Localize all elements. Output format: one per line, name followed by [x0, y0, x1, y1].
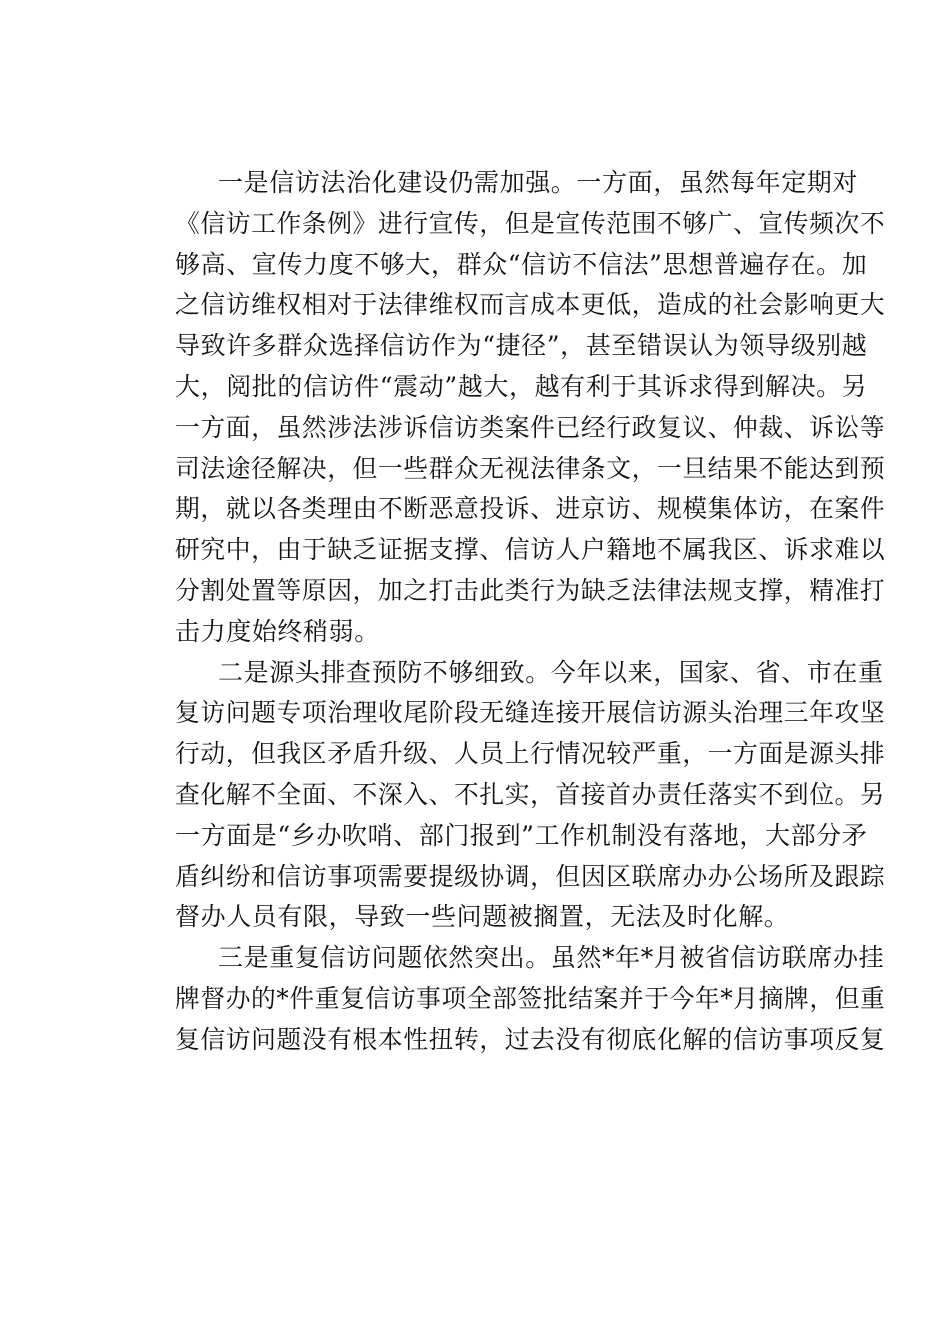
text-line: 盾纠纷和信访事项需要提级协调，但因区联席办办公场所及跟踪 [175, 861, 886, 891]
document-body [132, 163, 886, 1061]
text-line: 一是信访法治化建设仍需加强。一方面，虽然每年定期对 [218, 168, 859, 197]
text-line: 研究中，由于缺乏证据支撑、信访人户籍地不属我区、诉求难以 [175, 535, 886, 565]
paragraph [132, 163, 886, 653]
text-line: 司法途径解决，但一些群众无视法律条文，一旦结果不能达到预 [175, 453, 886, 483]
text-line: 《信访工作条例》进行宣传，但是宣传范围不够广、宣传频次不 [175, 208, 886, 238]
text-line: 一方面是“乡办吹哨、部门报到”工作机制没有落地，大部分矛 [175, 820, 868, 850]
text-line: 期，就以各类理由不断恶意投诉、进京访、规模集体访，在案件 [175, 494, 886, 524]
text-line: 查化解不全面、不深入、不扎实，首接首办责任落实不到位。另 [175, 779, 886, 809]
text-line: 之信访维权相对于法律维权而言成本更低，造成的社会影响更大 [175, 290, 886, 320]
text-line: 大，阅批的信访件“震动”越大，越有利于其诉求得到解决。另 [175, 371, 868, 401]
text-line: 督办人员有限，导致一些问题被搁置，无法及时化解。 [175, 902, 790, 932]
text-line: 导致许多群众选择信访作为“捷径”，甚至错误认为领导级别越 [175, 331, 868, 361]
text-line: 三是重复信访问题依然突出。虽然*年*月被省信访联席办挂 [218, 943, 885, 973]
text-line: 牌督办的*件重复信访事项全部签批结案并于今年*月摘牌，但重 [175, 983, 886, 1013]
text-line: 够高、宣传力度不够大，群众“信访不信法”思想普遍存在。加 [175, 249, 868, 279]
text-line: 分割处置等原因，加之打击此类行为缺乏法律法规支撑，精准打 [175, 575, 886, 605]
text-line: 二是源头排查预防不够细致。今年以来，国家、省、市在重 [218, 657, 884, 687]
text-line: 行动，但我区矛盾升级、人员上行情况较严重，一方面是源头排 [175, 739, 886, 769]
paragraph [132, 653, 886, 939]
text-line: 复访问题专项治理收尾阶段无缝连接开展信访源头治理三年攻坚 [175, 698, 886, 728]
text-line: 一方面，虽然涉法涉诉信访类案件已经行政复议、仲裁、诉讼等 [175, 412, 886, 442]
text-line: 击力度始终稍弱。 [175, 616, 380, 646]
paragraph [132, 938, 886, 1060]
text-line: 复信访问题没有根本性扭转，过去没有彻底化解的信访事项反复 [175, 1024, 886, 1054]
